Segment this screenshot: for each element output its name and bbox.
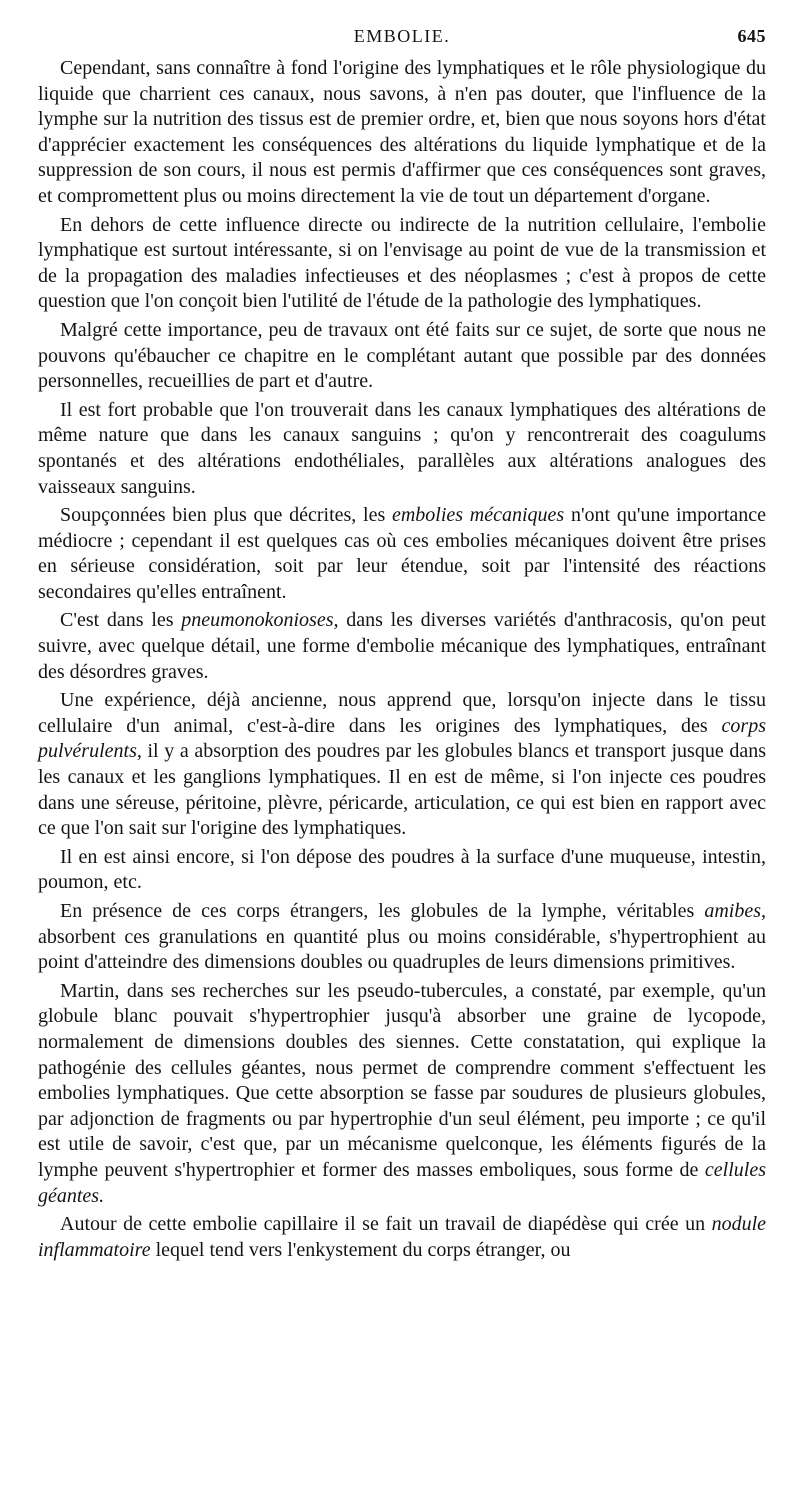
paragraph <box>38 56 766 210</box>
text-run: Il est fort probable que l'on trouverait dans les canaux lymphatiques des altérations de même nature que dans les canaux sanguins ; qu'on y rencontrerait des coagulums spontanés et des altérations endothéliales, parallèles aux altérations analogues des vaisseaux sanguins. <box>38 398 766 498</box>
text-run: dans les diverses variétés d'anthracosis, qu'on peut suivre, avec quelque détail, une forme d'embolie mécanique des lymphatiques, entraînant des désordres graves. <box>38 609 766 683</box>
text-run: C'est dans les <box>60 609 182 632</box>
text-run: il y a absorption des poudres par les globules blancs et transport jusque dans les canaux et les ganglions lymphatiques. Il en est de même, si l'on injecte ces poudres dans une séreuse, péritoine, plèvre, péricarde, articulation, ce qui est bien en rapport avec ce que l'on sait sur l'origine des lymphatiques. <box>38 740 766 840</box>
book-page <box>38 26 766 1266</box>
text-run: Malgré cette importance, peu de travaux ont été faits sur ce sujet, de sorte que nous ne pouvons qu'ébaucher ce chapitre en le complétant autant que possible par des données personnelles, recueillies de part et d'autre. <box>38 318 766 393</box>
paragraph <box>38 213 766 315</box>
text-run: Martin, dans ses recherches sur les pseudo-tubercules, a constaté, par exemple, qu'un globule blanc pouvait s'hypertrophier jusqu'à absorber une graine de lycopode, normalement de dimensions doubles des siennes. Cette constatation, qui explique la pathogénie des cellules géantes, nous permet de comprendre comment s'effectuent les embolies lymphatiques. Que cette absorption se fasse par soudures de plusieurs globules, par adjonction de fragments ou par hypertrophie d'un seul élément, peu importe ; ce qu'il est utile de savoir, c'est que, par un mécanisme quelconque, les éléments figurés de la lymphe peuvent s'hypertrophier et former des masses emboliques, sous forme de <box>38 979 766 1181</box>
text-run: absorbent ces granulations en quantité plus ou moins considérable, s'hypertrophient au point d'atteindre des dimensions doubles ou quadruples de leurs dimensions primitives. <box>38 925 766 974</box>
running-head <box>38 26 766 56</box>
italic-term: cellules géantes. <box>38 1158 766 1207</box>
running-title: EMBOLIE. <box>353 26 451 46</box>
body-text <box>38 56 766 1263</box>
text-run: En dehors de cette influence directe ou indirecte de la nutrition cellulaire, l'embolie lymphatique est surtout intéressante, si on l'envisage au point de vue de la transmission et de la propagation des maladies infectieuses et des néoplasmes ; c'est à propos de cette question que l'on conçoit bien l'utilité de l'étude de la pathologie des lymphatiques. <box>38 213 766 313</box>
paragraph <box>38 503 766 605</box>
text-run: Une expérience, déjà ancienne, nous apprend que, lorsqu'on injecte dans le tissu cellulaire d'un animal, c'est-à-dire dans les origines des lymphatiques, des <box>38 689 766 737</box>
text-run: Autour de cette embolie capillaire il se fait un travail de diapédèse qui crée un <box>60 1213 712 1236</box>
text-run: En présence de ces corps étrangers, les globules de la lymphe, véritables <box>60 900 705 922</box>
paragraph <box>38 979 766 1209</box>
text-run: Cependant, sans connaître à fond l'origine des lymphatiques et le rôle physiologique du liquide que charrient ces canaux, nous savons, à n'en pas douter, que l'influence de la lymphe sur la nutrition des tissus est de premier ordre, et, bien que nous soyons hors d'état d'apprécier exactement les conséquences des altérations du liquide lymphatique et de la suppression de son cours, il nous est permis d'affirmer que ces conséquences sont graves, et compromettent plus ou moins directement la vie de tout un département d'organe. <box>38 57 766 207</box>
paragraph <box>38 608 766 685</box>
italic-term: corps pulvérulents, <box>38 714 766 763</box>
text-run: Il en est ainsi encore, si l'on dépose des poudres à la surface d'une muqueuse, intestin, poumon, etc. <box>38 845 766 894</box>
paragraph <box>38 398 766 500</box>
italic-term: embolies mécaniques <box>391 504 565 527</box>
paragraph <box>38 845 766 896</box>
italic-term: pneumonokonioses, <box>181 609 339 632</box>
page-number: 645 <box>737 26 766 46</box>
paragraph <box>38 1212 766 1263</box>
text-run: n'ont qu'une importance médiocre ; cependant il est quelques cas où ces embolies mécaniques doivent être prises en sérieuse considération, soit par leur étendue, soit par l'intensité des réactions secondaires qu'elles entraînent. <box>38 504 767 603</box>
italic-term: nodule inflammatoire <box>38 1213 766 1261</box>
text-run: lequel tend vers l'enkystement du corps étranger, ou <box>150 1238 571 1261</box>
paragraph <box>38 899 766 976</box>
paragraph <box>38 688 766 842</box>
text-run: Soupçonnées bien plus que décrites, les <box>60 504 392 527</box>
italic-term: amibes, <box>704 900 766 922</box>
paragraph <box>38 318 766 395</box>
